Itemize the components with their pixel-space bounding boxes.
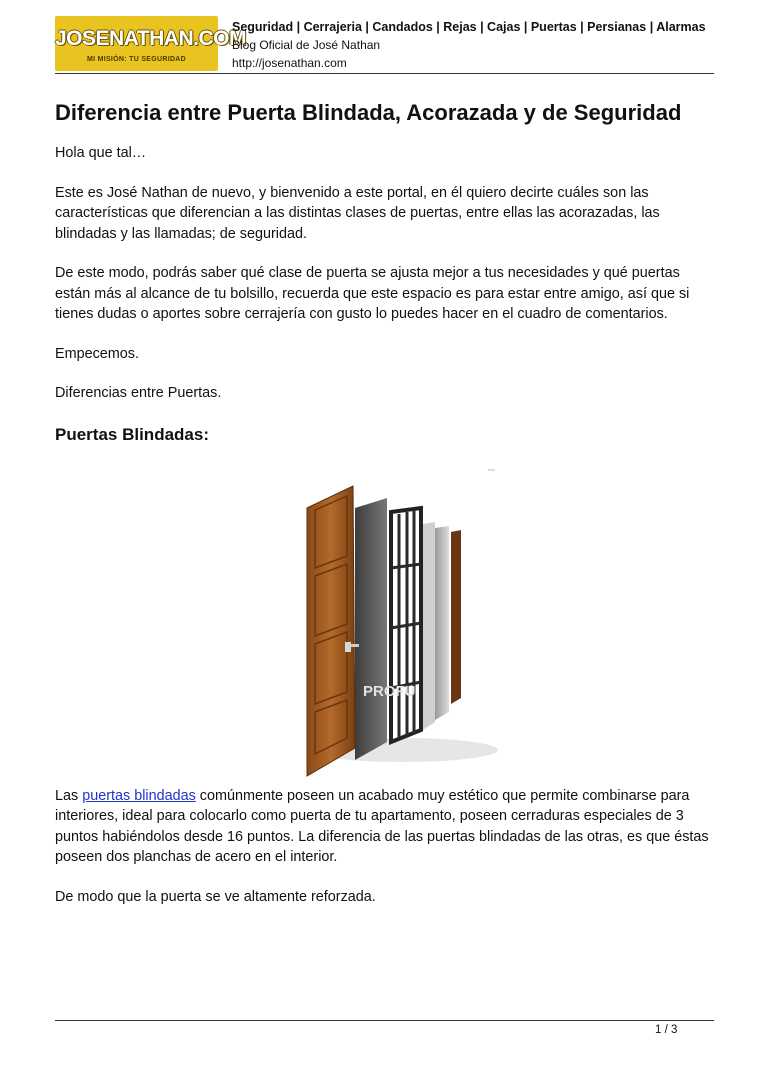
header-blog-name: Blog Oficial de José Nathan [232, 38, 381, 52]
logo-text: JOSENATHAN.COM [55, 27, 246, 50]
header-url[interactable]: http://josenathan.com [232, 56, 347, 70]
footer-divider [55, 1020, 714, 1021]
logo-tagline: MI MISIÓN: TU SEGURIDAD [86, 56, 187, 63]
paragraph-greeting: Hola que tal… [55, 145, 147, 161]
paragraph-differences: Diferencias entre Puertas. [55, 385, 222, 401]
image-watermark: PROFU [363, 682, 416, 700]
paragraph-purpose: De este modo, podrás saber qué clase de puerta se ajusta mejor a tus necesidades y qué puertas están más al alcance de tu bolsillo, recuerda que este espacio es para estar entre amigo, así que si tienes dudas o aportes sobre cerrajería con gusto lo puedes hacer en el cuadro de comentarios. [55, 265, 690, 322]
puertas-blindadas-link[interactable]: puertas blindadas [82, 787, 196, 804]
paragraph-blindadas [55, 786, 715, 868]
paragraph-reinforced: De modo que la puerta se ve altamente reforzada. [55, 888, 376, 905]
door-illustration [263, 468, 555, 780]
header-tags: Seguridad | Cerrajeria | Candados | Rejas | Cajas | Puertas | Persianas | Alarmas [232, 20, 706, 34]
page-counter: 1 / 3 [655, 1024, 678, 1036]
steel-plate-shape [355, 498, 387, 760]
site-logo[interactable] [55, 16, 246, 71]
paragraph-intro: Este es José Nathan de nuevo, y bienvenido a este portal, en él quiero decirte cuáles son las características que diferencian a las distintas clases de puertas, entre ellas las acorazadas, las blindadas y las llamadas; de seguridad. [55, 184, 660, 242]
paragraph-blindadas-lead: Las [55, 787, 83, 804]
back-frame-shape [451, 530, 461, 704]
header-divider [55, 73, 714, 74]
article-title: Diferencia entre Puerta Blindada, Acorazada y de Seguridad [55, 100, 682, 125]
wooden-door-shape [307, 486, 359, 776]
paragraph-blindadas-rest: comúnmente poseen un acabado muy estético que permite combinarse para interiores, ideal para colocarlo como puerta de tu apartamento, poseen cerraduras especiales de 3 puntos habiéndolos desde 16 puntos. La diferencia de las puertas blindadas de las otras, es que éstas poseen dos planchas de acero en el interior. [55, 787, 709, 865]
paragraph-start: Empecemos. [55, 345, 139, 362]
door-layers-image [55, 468, 715, 786]
document-header [232, 18, 706, 72]
section-heading-blindadas: Puertas Blindadas: [55, 424, 209, 444]
article-body [55, 98, 715, 907]
